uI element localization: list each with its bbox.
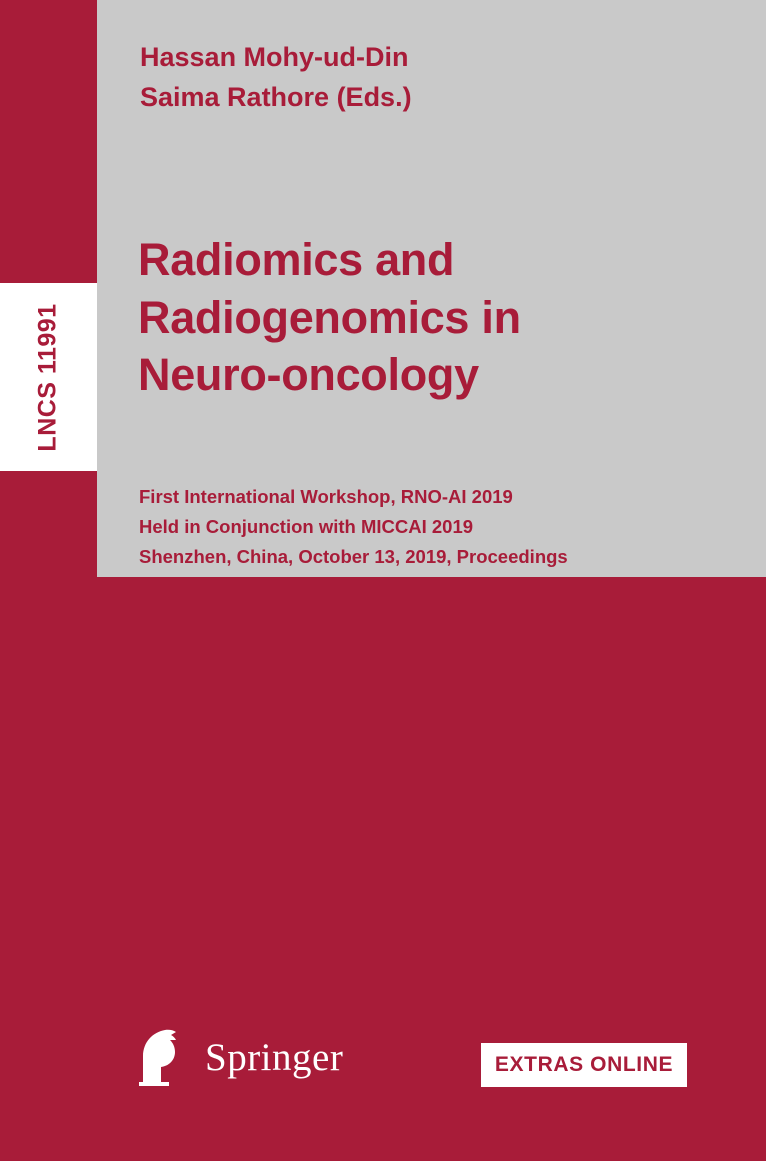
title-line-1: Radiomics and	[138, 234, 455, 285]
publisher-logo	[135, 1026, 343, 1088]
publisher-name: Springer	[205, 1035, 344, 1079]
left-red-block-top	[0, 0, 97, 283]
left-red-block-bottom	[0, 471, 97, 577]
title-line-3: Neuro-oncology	[138, 349, 479, 401]
subtitle-line-1: First International Workshop, RNO-AI 2019	[139, 486, 513, 507]
subtitle-line-2: Held in Conjunction with MICCAI 2019	[139, 515, 474, 537]
series-label	[0, 283, 97, 471]
springer-knight-icon	[135, 1026, 191, 1088]
extras-online-badge	[481, 1043, 687, 1087]
extras-online-label: EXTRAS ONLINE	[494, 1053, 674, 1076]
subtitle	[139, 482, 739, 572]
page-title	[138, 231, 738, 404]
authors	[140, 38, 720, 118]
title-line-2: Radiogenomics in	[138, 291, 521, 343]
subtitle-line-3: Shenzhen, China, October 13, 2019, Proceedings	[139, 545, 568, 567]
series-label-text: LNCS 11991	[34, 302, 63, 452]
author-line-2: Saima Rathore (Eds.)	[140, 81, 412, 112]
author-line-1: Hassan Mohy-ud-Din	[140, 42, 409, 72]
